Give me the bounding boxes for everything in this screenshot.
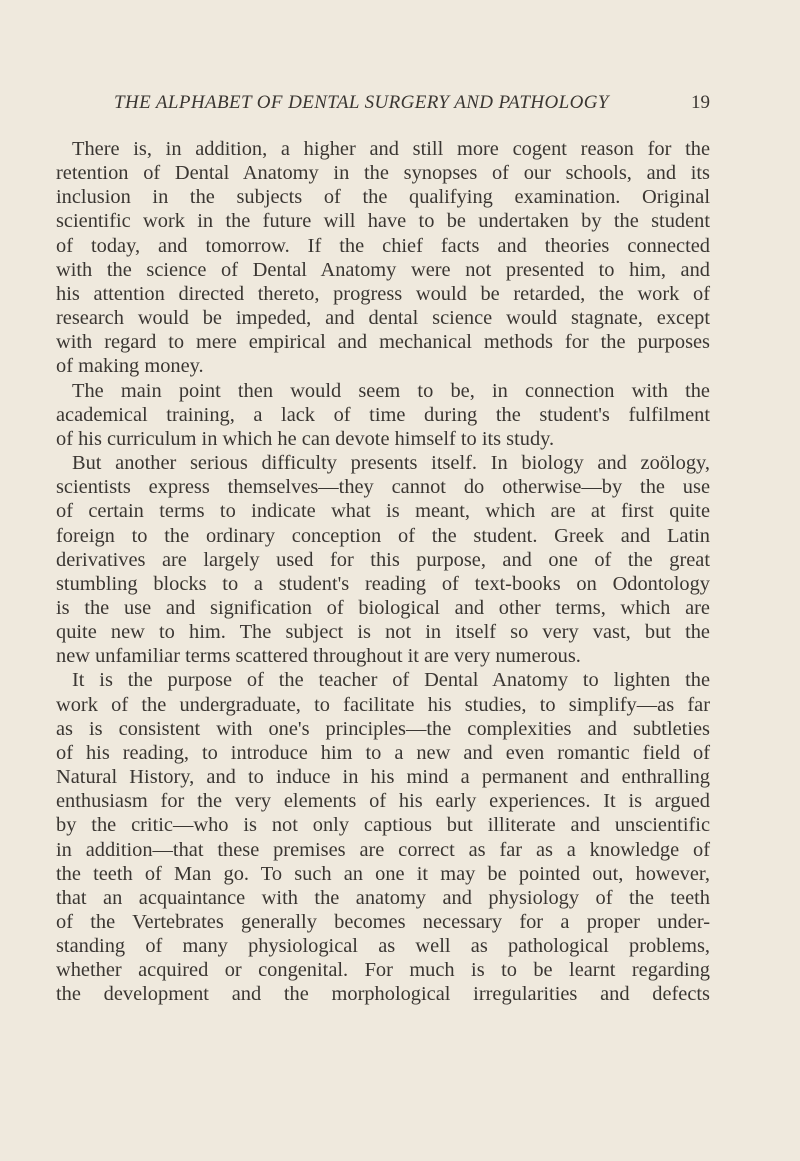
paragraph [56,379,710,451]
text-line: his attention directed thereto, progress would be retarded, the work of [56,282,710,305]
text-line: new unfamiliar terms scattered throughout it are very numerous. [56,645,581,668]
text-line: as is consistent with one's principles—the complexities and subtleties [56,717,710,740]
text-line: scientists express themselves—they cannot do otherwise—by the use [56,476,710,499]
text-line: by the critic—who is not only captious but illiterate and unscientific [56,814,710,837]
text-line: that an acquaintance with the anatomy and physiology of the teeth [56,886,710,909]
text-line: stumbling blocks to a student's reading of text-books on Odontology [56,572,710,595]
text-line: research would be impeded, and dental science would stagnate, except [56,307,710,330]
text-line: is the use and signification of biological and other terms, which are [56,596,710,619]
text-line: work of the undergraduate, to facilitate his studies, to simplify—as far [56,693,710,716]
text-line: standing of many physiological as well as pathological problems, [56,935,710,958]
text-line: foreign to the ordinary conception of the student. Greek and Latin [56,524,710,547]
text-line: retention of Dental Anatomy in the synopses of our schools, and its [56,162,710,185]
text-line: But another serious difficulty presents itself. In biology and zoölogy, [72,452,710,475]
text-line: of certain terms to indicate what is meant, which are at first quite [56,500,710,523]
text-line: the teeth of Man go. To such an one it may be pointed out, however, [56,862,710,885]
text-line: inclusion in the subjects of the qualifying examination. Original [56,186,710,209]
text-line: of his reading, to introduce him to a new and even romantic field of [56,741,710,764]
text-line: academical training, a lack of time during the student's fulfilment [56,403,710,426]
text-line: in addition—that these premises are correct as far as a knowledge of [56,838,710,861]
page-number: 19 [691,92,710,113]
text-line: There is, in addition, a higher and still more cogent reason for the [72,138,710,160]
text-line: with the science of Dental Anatomy were not presented to him, and [56,258,710,281]
running-title: THE ALPHABET OF DENTAL SURGERY AND PATHOLOGY [114,92,609,113]
text-line: of the Vertebrates generally becomes necessary for a proper under- [56,911,710,933]
text-line: It is the purpose of the teacher of Dental Anatomy to lighten the [72,669,710,692]
text-line: scientific work in the future will have to be undertaken by the student [56,210,710,233]
text-line: of his curriculum in which he can devote himself to its study. [56,427,555,450]
text-line: quite new to him. The subject is not in itself so very vast, but the [56,621,710,644]
text-line: derivatives are largely used for this purpose, and one of the great [56,548,710,571]
text-line: whether acquired or congenital. For much is to be learnt regarding [56,959,710,982]
text-line: The main point then would seem to be, in connection with the [72,379,710,402]
text-line: Natural History, and to induce in his mind a permanent and enthralling [56,766,710,789]
paragraph [56,137,710,379]
text-line: enthusiasm for the very elements of his early experiences. It is argued [56,790,710,813]
text-line: the development and the morphological irregularities and defects [56,983,710,1006]
paragraph [56,451,710,668]
paragraph [56,668,710,1006]
text-line: of today, and tomorrow. If the chief facts and theories connected [56,234,710,257]
text-line: of making money. [56,355,204,378]
body-text [56,137,710,1007]
text-line: with regard to mere empirical and mechanical methods for the purposes [56,331,710,354]
running-head [114,92,710,118]
